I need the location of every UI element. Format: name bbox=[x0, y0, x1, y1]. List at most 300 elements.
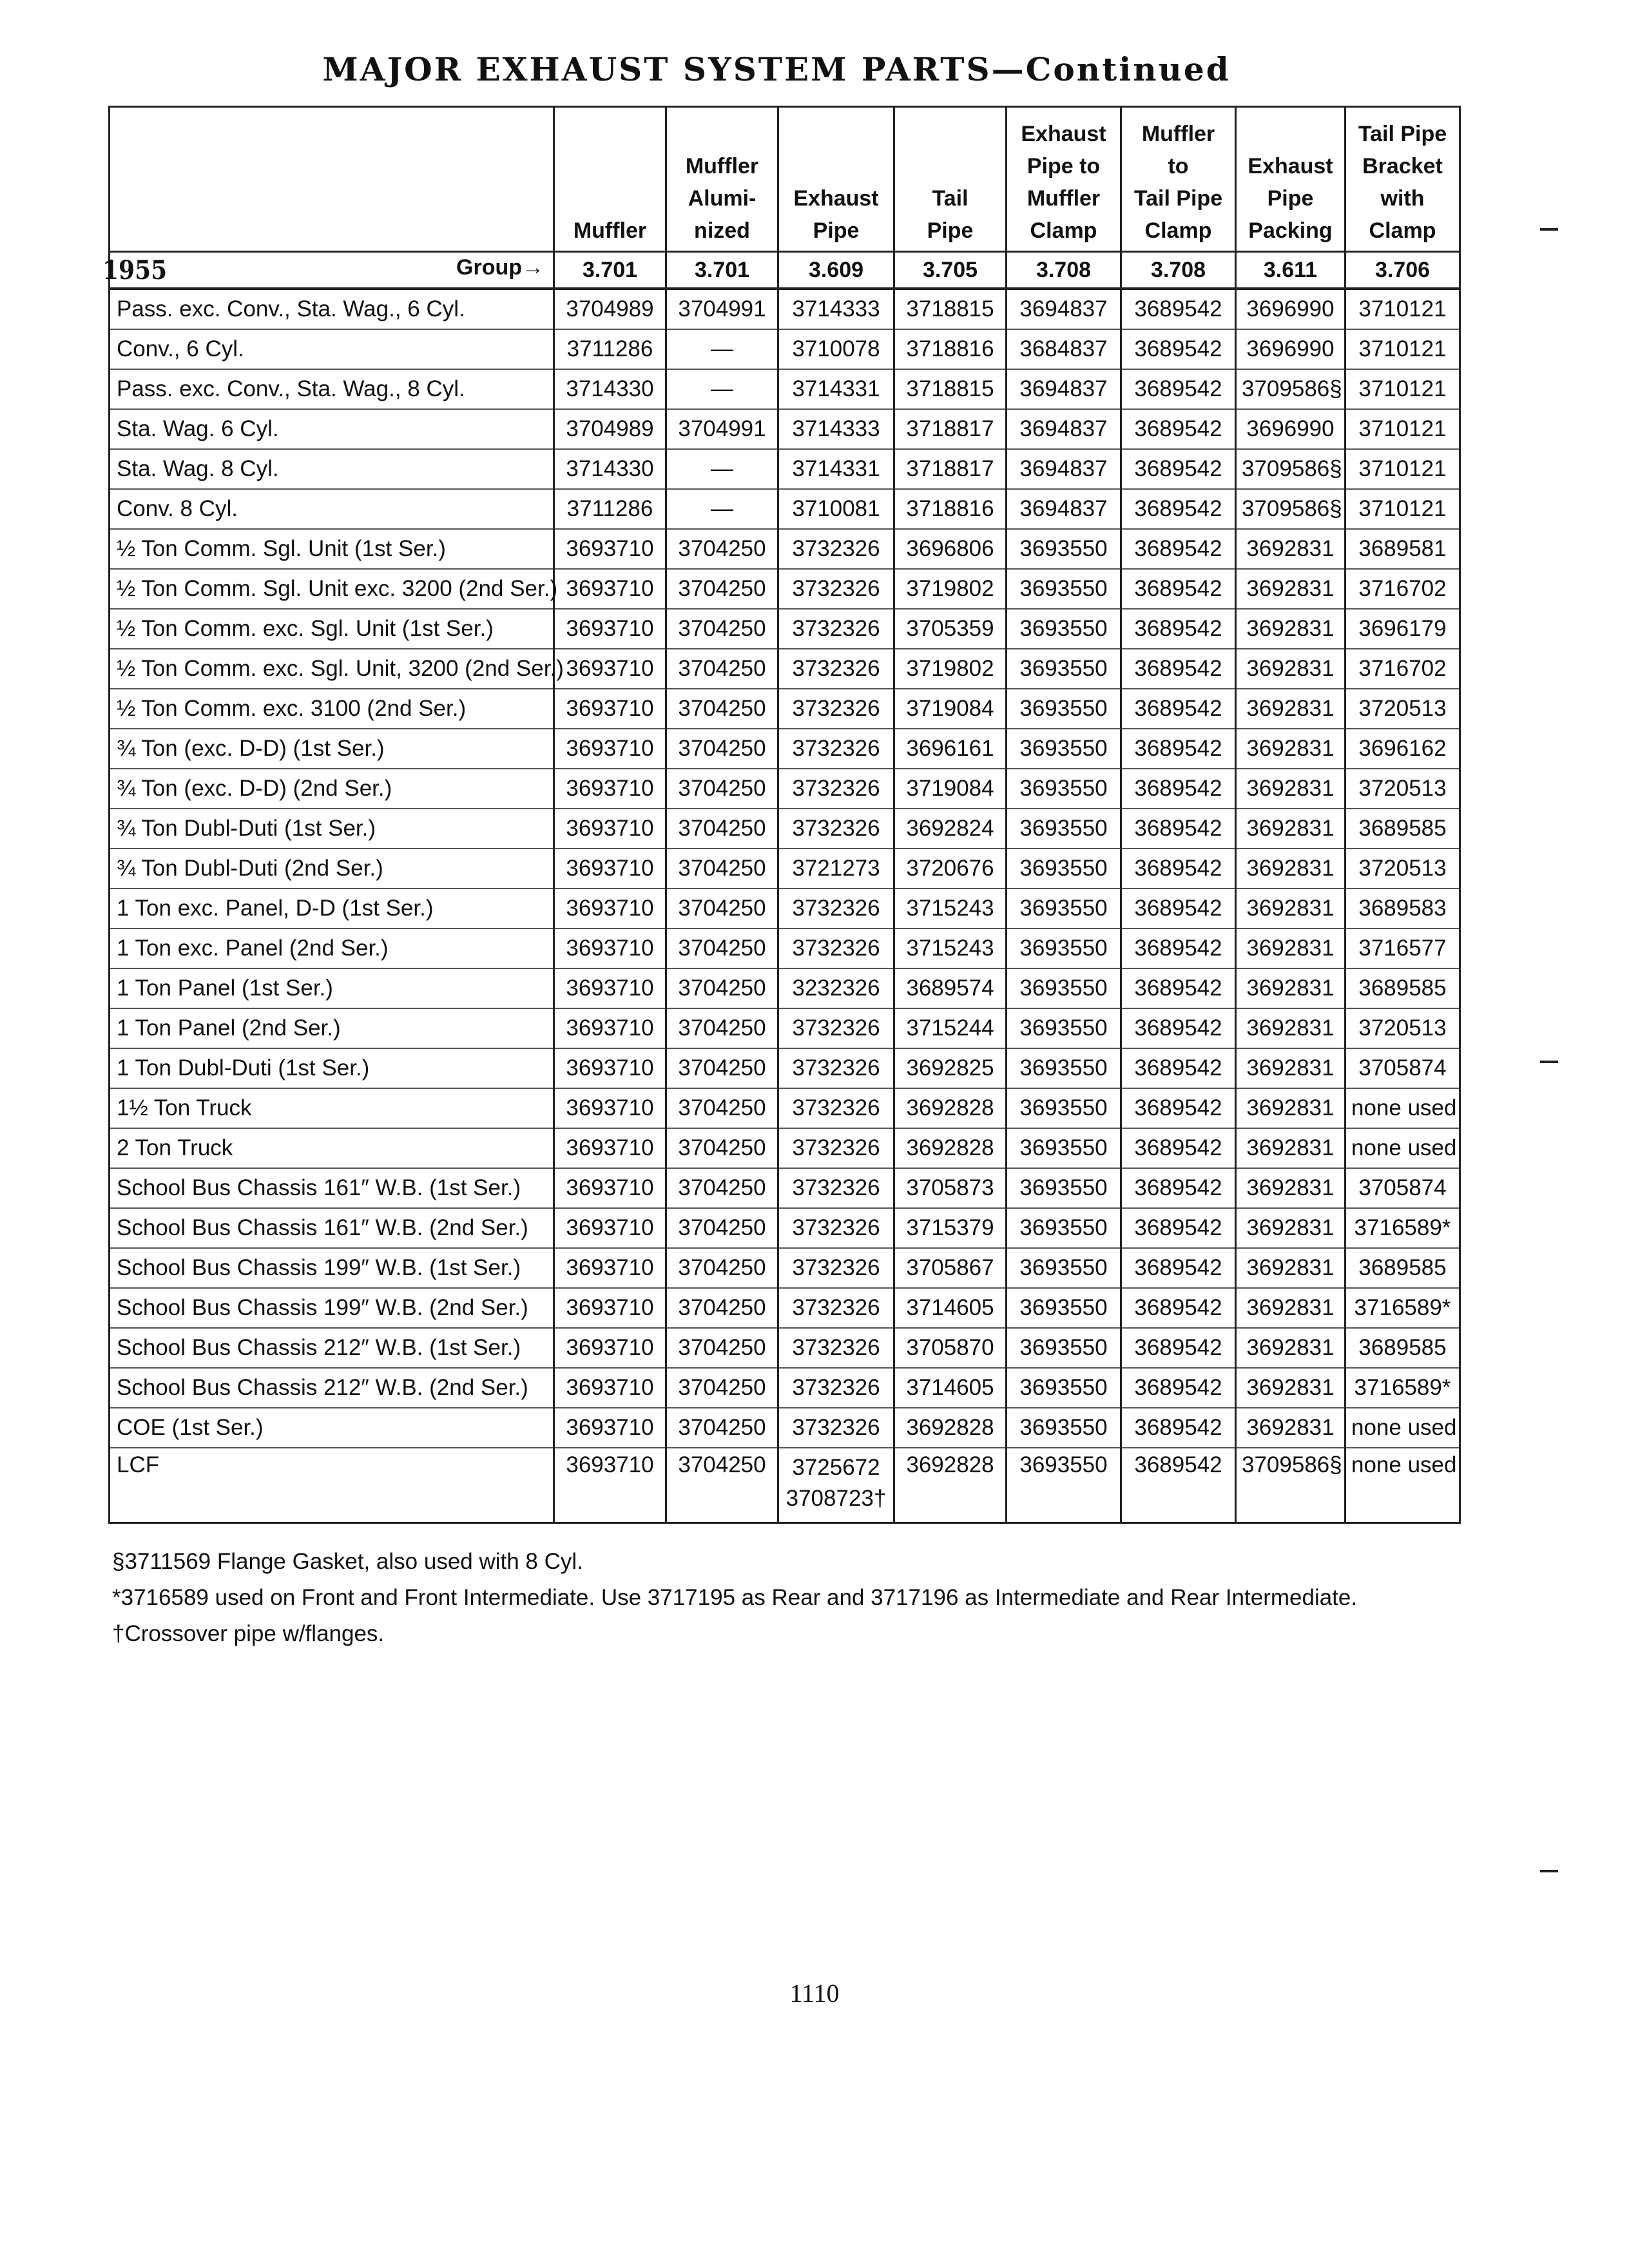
part-number-cell: 3693550 bbox=[1007, 968, 1121, 1008]
column-header-line bbox=[560, 182, 660, 215]
part-number-cell: 3689542 bbox=[1121, 729, 1236, 769]
vehicle-description: ½ Ton Comm. exc. 3100 (2nd Ser.) bbox=[110, 689, 554, 729]
part-number-cell: 3692831 bbox=[1236, 1288, 1345, 1328]
part-number-cell: 3696990 bbox=[1236, 329, 1345, 369]
page-title: MAJOR EXHAUST SYSTEM PARTS—Continued bbox=[322, 50, 1231, 88]
table-row bbox=[110, 1408, 1460, 1448]
vehicle-description: Pass. exc. Conv., Sta. Wag., 8 Cyl. bbox=[110, 369, 554, 409]
part-number-cell: 3720513 bbox=[1345, 689, 1460, 729]
group-label: Group→ bbox=[456, 255, 544, 280]
part-number-cell: 3692828 bbox=[894, 1088, 1007, 1128]
part-number-cell: 3693550 bbox=[1007, 529, 1121, 569]
column-header-line bbox=[560, 150, 660, 182]
part-number-cell: 3716589* bbox=[1345, 1288, 1460, 1328]
column-header bbox=[1345, 107, 1460, 252]
table-row bbox=[110, 928, 1460, 968]
year-cell bbox=[102, 252, 554, 289]
part-number-cell: 3704989 bbox=[554, 289, 666, 329]
part-number-cell: 3693710 bbox=[554, 1128, 666, 1168]
part-number-cell: 3705870 bbox=[894, 1328, 1007, 1368]
part-number-cell: 3692828 bbox=[894, 1448, 1007, 1523]
part-number-cell: 3693550 bbox=[1007, 1288, 1121, 1328]
column-header-line: Tail Pipe bbox=[1133, 186, 1223, 211]
column-header bbox=[110, 107, 554, 252]
part-number-cell: 3704250 bbox=[666, 1128, 778, 1168]
part-number-cell: 3693710 bbox=[554, 529, 666, 569]
group-number: 3.708 bbox=[1121, 252, 1236, 289]
part-number-cell: 3705867 bbox=[894, 1248, 1007, 1288]
part-number-cell: 3732326 bbox=[778, 1168, 894, 1208]
part-number-cell: 3692831 bbox=[1236, 809, 1345, 849]
vehicle-description: 1 Ton Panel (2nd Ser.) bbox=[110, 1008, 554, 1048]
part-number-cell: 3689542 bbox=[1121, 1328, 1236, 1368]
table-row bbox=[110, 289, 1460, 329]
part-number-cell: 3689542 bbox=[1121, 1008, 1236, 1048]
table-row bbox=[110, 968, 1460, 1008]
group-number: 3.701 bbox=[666, 252, 778, 289]
table-row bbox=[110, 1368, 1460, 1408]
vehicle-description: ¾ Ton Dubl-Duti (2nd Ser.) bbox=[110, 849, 554, 889]
column-header-line bbox=[560, 118, 660, 150]
part-number-cell: 3689585 bbox=[1345, 809, 1460, 849]
part-number-cell: 3732326 bbox=[778, 1088, 894, 1128]
vehicle-description: 2 Ton Truck bbox=[110, 1128, 554, 1168]
part-number: 3725672 bbox=[792, 1455, 880, 1480]
table-row bbox=[110, 1088, 1460, 1128]
part-number-cell: 3689542 bbox=[1121, 609, 1236, 649]
part-number-cell: 3692824 bbox=[894, 809, 1007, 849]
part-number-cell: 3693550 bbox=[1007, 1048, 1121, 1088]
part-number-cell: 3714331 bbox=[778, 369, 894, 409]
part-number-cell: 3689542 bbox=[1121, 489, 1236, 529]
table-row bbox=[110, 369, 1460, 409]
part-number-cell: 3704250 bbox=[666, 1088, 778, 1128]
part-number-cell: 3718815 bbox=[894, 289, 1007, 329]
part-number-cell: 3692831 bbox=[1236, 1328, 1345, 1368]
part-number-cell: 3689542 bbox=[1121, 569, 1236, 609]
part-number-cell: 3710121 bbox=[1345, 289, 1460, 329]
table-row bbox=[110, 489, 1460, 529]
margin-mark bbox=[1540, 228, 1558, 231]
part-number-cell: 3684837 bbox=[1007, 329, 1121, 369]
vehicle-description: Pass. exc. Conv., Sta. Wag., 6 Cyl. bbox=[110, 289, 554, 329]
part-number-cell: 3732326 bbox=[778, 529, 894, 569]
part-number-cell: 3689542 bbox=[1121, 1208, 1236, 1248]
vehicle-description: Conv., 6 Cyl. bbox=[110, 329, 554, 369]
part-number-cell: 3693710 bbox=[554, 1048, 666, 1088]
vehicle-description: ½ Ton Comm. Sgl. Unit exc. 3200 (2nd Ser.) bbox=[110, 569, 554, 609]
part-number-cell: 3689542 bbox=[1121, 449, 1236, 489]
table-row bbox=[110, 889, 1460, 928]
part-number-cell: 3692831 bbox=[1236, 1248, 1345, 1288]
part-number-cell: 3692831 bbox=[1236, 1008, 1345, 1048]
column-header-line: Alumi- bbox=[688, 186, 757, 211]
part-number-cell: 3704250 bbox=[666, 1288, 778, 1328]
part-number-cell: 3696161 bbox=[894, 729, 1007, 769]
part-number-cell: 3693710 bbox=[554, 1168, 666, 1208]
part-number-cell: — bbox=[666, 329, 778, 369]
part-number-cell: 3732326 bbox=[778, 769, 894, 809]
model-year: 1955 bbox=[102, 255, 168, 285]
part-number-cell: 3704250 bbox=[666, 1368, 778, 1408]
column-header bbox=[1007, 107, 1121, 252]
column-header-line: to bbox=[1168, 154, 1189, 178]
part-number-cell: 3693550 bbox=[1007, 689, 1121, 729]
column-header-line: Pipe bbox=[813, 218, 860, 243]
part-number-cell: 3704250 bbox=[666, 1408, 778, 1448]
part-number-cell: 3732326 bbox=[778, 1208, 894, 1248]
part-number: 3708723† bbox=[786, 1486, 887, 1511]
column-header bbox=[778, 107, 894, 252]
column-header-line: Pipe bbox=[1267, 186, 1314, 211]
part-number-cell: 3692828 bbox=[894, 1128, 1007, 1168]
part-number-cell: 3693550 bbox=[1007, 849, 1121, 889]
part-number-cell: 3720513 bbox=[1345, 849, 1460, 889]
part-number-cell: 3693550 bbox=[1007, 1448, 1121, 1523]
part-number-cell: 3693550 bbox=[1007, 649, 1121, 689]
table-row bbox=[110, 809, 1460, 849]
table-row bbox=[110, 1168, 1460, 1208]
table-row bbox=[110, 1448, 1460, 1523]
margin-mark bbox=[1540, 1870, 1558, 1872]
part-number-cell: 3705359 bbox=[894, 609, 1007, 649]
part-number-cell: 3689585 bbox=[1345, 1328, 1460, 1368]
part-number-cell: 3732326 bbox=[778, 649, 894, 689]
part-number-cell: 3732326 bbox=[778, 1248, 894, 1288]
column-header-line: Clamp bbox=[1144, 218, 1212, 243]
part-number-cell: 3689542 bbox=[1121, 1248, 1236, 1288]
table-row bbox=[110, 1288, 1460, 1328]
table-row bbox=[110, 849, 1460, 889]
part-number-cell: 3704250 bbox=[666, 889, 778, 928]
part-number-cell: 3732326 bbox=[778, 889, 894, 928]
part-number-cell: 3705874 bbox=[1345, 1168, 1460, 1208]
part-number-cell: 3705874 bbox=[1345, 1048, 1460, 1088]
table-row bbox=[110, 1248, 1460, 1288]
part-number-cell: 3719802 bbox=[894, 649, 1007, 689]
vehicle-description: School Bus Chassis 199″ W.B. (1st Ser.) bbox=[110, 1248, 554, 1288]
vehicle-description: ½ Ton Comm. exc. Sgl. Unit (1st Ser.) bbox=[110, 609, 554, 649]
part-number-cell: 3720513 bbox=[1345, 769, 1460, 809]
part-number-cell: 3689542 bbox=[1121, 1288, 1236, 1328]
part-number-cell: 3693710 bbox=[554, 689, 666, 729]
part-number-cell: 3711286 bbox=[554, 329, 666, 369]
part-number-cell: 3716589* bbox=[1345, 1368, 1460, 1408]
part-number-cell: 3693710 bbox=[554, 569, 666, 609]
exhaust-parts-table bbox=[102, 106, 1461, 1524]
part-number-cell: 3693550 bbox=[1007, 928, 1121, 968]
part-number-cell: 3689542 bbox=[1121, 928, 1236, 968]
part-number-cell: 3692831 bbox=[1236, 1208, 1345, 1248]
part-number-cell: 3732326 bbox=[778, 1008, 894, 1048]
part-number-cell: 3689542 bbox=[1121, 809, 1236, 849]
part-number-cell: 3715243 bbox=[894, 889, 1007, 928]
part-number-cell: 3704250 bbox=[666, 609, 778, 649]
column-header-line: Exhaust bbox=[1248, 154, 1333, 178]
vehicle-description: School Bus Chassis 212″ W.B. (1st Ser.) bbox=[110, 1328, 554, 1368]
part-number-cell: none used bbox=[1345, 1408, 1460, 1448]
part-number-cell: 3692831 bbox=[1236, 689, 1345, 729]
part-number-cell: 3693550 bbox=[1007, 809, 1121, 849]
vehicle-description: School Bus Chassis 212″ W.B. (2nd Ser.) bbox=[110, 1368, 554, 1408]
part-number-cell: 3718816 bbox=[894, 329, 1007, 369]
group-number: 3.611 bbox=[1236, 252, 1345, 289]
part-number-cell: 3693550 bbox=[1007, 889, 1121, 928]
part-number-cell: 3704991 bbox=[666, 409, 778, 449]
column-header bbox=[666, 107, 778, 252]
footnote-asterisk: *3716589 used on Front and Front Intermediate. Use 3717195 as Rear and 3717196 as Intermediate and Rear Intermediate. bbox=[112, 1585, 1358, 1610]
part-number-cell: 3704250 bbox=[666, 928, 778, 968]
part-number-cell: 3692831 bbox=[1236, 729, 1345, 769]
vehicle-description: ½ Ton Comm. Sgl. Unit (1st Ser.) bbox=[110, 529, 554, 569]
part-number-cell: 3692831 bbox=[1236, 609, 1345, 649]
column-header bbox=[554, 107, 666, 252]
part-number-cell: 3704250 bbox=[666, 1328, 778, 1368]
part-number-cell: 3693710 bbox=[554, 928, 666, 968]
group-number: 3.708 bbox=[1007, 252, 1121, 289]
part-number-cell: 3689542 bbox=[1121, 1088, 1236, 1128]
part-number-cell: 3689542 bbox=[1121, 968, 1236, 1008]
part-number-cell: 3692831 bbox=[1236, 1168, 1345, 1208]
column-header-row bbox=[110, 107, 1460, 252]
part-number-cell: 3732326 bbox=[778, 809, 894, 849]
part-number-cell: 3693710 bbox=[554, 968, 666, 1008]
part-number-cell: 3689542 bbox=[1121, 689, 1236, 729]
footnote-dagger: †Crossover pipe w/flanges. bbox=[112, 1621, 385, 1646]
part-number-cell: 3689542 bbox=[1121, 769, 1236, 809]
vehicle-description: School Bus Chassis 199″ W.B. (2nd Ser.) bbox=[110, 1288, 554, 1328]
part-number-cell: 3689542 bbox=[1121, 529, 1236, 569]
part-number-cell: 3732326 bbox=[778, 1328, 894, 1368]
part-number-cell: 3704989 bbox=[554, 409, 666, 449]
part-number-cell: 3718817 bbox=[894, 449, 1007, 489]
part-number-cell: 3693710 bbox=[554, 729, 666, 769]
part-number-cell: 3694837 bbox=[1007, 449, 1121, 489]
part-number-cell: 3696179 bbox=[1345, 609, 1460, 649]
group-number: 3.701 bbox=[554, 252, 666, 289]
table-body bbox=[110, 289, 1460, 1523]
part-number-cell: 3715379 bbox=[894, 1208, 1007, 1248]
column-header-line: Exhaust bbox=[793, 186, 879, 211]
column-header bbox=[1236, 107, 1345, 252]
part-number-cell: 3714330 bbox=[554, 369, 666, 409]
table-header bbox=[102, 107, 1460, 289]
part-number-cell: 3732326 bbox=[778, 689, 894, 729]
column-header bbox=[1121, 107, 1236, 252]
part-number-cell: 3704250 bbox=[666, 968, 778, 1008]
part-number-cell: 3692831 bbox=[1236, 649, 1345, 689]
footnotes bbox=[112, 1544, 1357, 1652]
part-number-cell: 3710081 bbox=[778, 489, 894, 529]
part-number-cell: 3705873 bbox=[894, 1168, 1007, 1208]
part-number-cell: 3689585 bbox=[1345, 1248, 1460, 1288]
part-number-cell: 3732326 bbox=[778, 569, 894, 609]
part-number-cell: 3694837 bbox=[1007, 489, 1121, 529]
column-header-line: Exhaust bbox=[1021, 122, 1106, 146]
part-number-cell: 3720513 bbox=[1345, 1008, 1460, 1048]
table-row bbox=[110, 449, 1460, 489]
part-number-cell: 3716589* bbox=[1345, 1208, 1460, 1248]
part-number-cell: 3704250 bbox=[666, 1168, 778, 1208]
part-number-cell: 3710121 bbox=[1345, 369, 1460, 409]
part-number-cell: 3704250 bbox=[666, 569, 778, 609]
part-number-cell: 3689585 bbox=[1345, 968, 1460, 1008]
part-number-cell: 3693550 bbox=[1007, 1248, 1121, 1288]
part-number-cell: 3732326 bbox=[778, 609, 894, 649]
table-row bbox=[110, 609, 1460, 649]
part-number-cell: 3694837 bbox=[1007, 369, 1121, 409]
part-number-cell: 3704250 bbox=[666, 849, 778, 889]
part-number-cell: 3693550 bbox=[1007, 1328, 1121, 1368]
table-row bbox=[110, 649, 1460, 689]
column-header-line bbox=[115, 182, 548, 215]
part-number-cell: 3693550 bbox=[1007, 769, 1121, 809]
part-number-cell: 3704250 bbox=[666, 729, 778, 769]
part-number-cell: 3716577 bbox=[1345, 928, 1460, 968]
vehicle-description: LCF bbox=[110, 1448, 554, 1523]
column-header-line bbox=[784, 118, 888, 150]
part-number-cell: 3689542 bbox=[1121, 289, 1236, 329]
part-number-cell: none used bbox=[1345, 1128, 1460, 1168]
part-number-cell: 3714331 bbox=[778, 449, 894, 489]
part-number-cell: 3696806 bbox=[894, 529, 1007, 569]
part-number-cell: 3693710 bbox=[554, 769, 666, 809]
part-number-cell: 3719802 bbox=[894, 569, 1007, 609]
column-header-line: Pipe to bbox=[1027, 154, 1101, 178]
part-number-cell: 3696162 bbox=[1345, 729, 1460, 769]
part-number-cell: 3704250 bbox=[666, 1208, 778, 1248]
table-row bbox=[110, 1208, 1460, 1248]
vehicle-description: 1½ Ton Truck bbox=[110, 1088, 554, 1128]
part-number-cell: 3732326 bbox=[778, 928, 894, 968]
part-number-cell: 3689574 bbox=[894, 968, 1007, 1008]
table-row bbox=[110, 569, 1460, 609]
table-row bbox=[110, 729, 1460, 769]
vehicle-description: 1 Ton exc. Panel, D-D (1st Ser.) bbox=[110, 889, 554, 928]
part-number-cell: 3704250 bbox=[666, 809, 778, 849]
vehicle-description: School Bus Chassis 161″ W.B. (2nd Ser.) bbox=[110, 1208, 554, 1248]
part-number-cell: 3693710 bbox=[554, 809, 666, 849]
vehicle-description: 1 Ton Dubl-Duti (1st Ser.) bbox=[110, 1048, 554, 1088]
part-number-cell: 3693550 bbox=[1007, 1208, 1121, 1248]
part-number-cell: 3704250 bbox=[666, 1248, 778, 1288]
part-number-cell: 3693710 bbox=[554, 1208, 666, 1248]
column-header-line bbox=[784, 150, 888, 182]
part-number-cell: 3693710 bbox=[554, 1288, 666, 1328]
table-row bbox=[110, 769, 1460, 809]
part-number-cell: 3692831 bbox=[1236, 769, 1345, 809]
column-header-line: with bbox=[1380, 186, 1425, 211]
part-number-cell: 3694837 bbox=[1007, 289, 1121, 329]
part-number-cell: 3689542 bbox=[1121, 1128, 1236, 1168]
part-number-cell: 3732326 bbox=[778, 1048, 894, 1088]
part-number-cell: 3715243 bbox=[894, 928, 1007, 968]
column-header-line: nized bbox=[694, 218, 750, 243]
part-number-cell: 3693710 bbox=[554, 849, 666, 889]
footnote-section: §3711569 Flange Gasket, also used with 8 Cyl. bbox=[112, 1549, 583, 1574]
column-header-line: Muffler bbox=[1027, 186, 1101, 211]
part-number-cell: 3715244 bbox=[894, 1008, 1007, 1048]
part-number-cell: 3692831 bbox=[1236, 569, 1345, 609]
part-number-cell: 3689583 bbox=[1345, 889, 1460, 928]
part-number-cell: 3693550 bbox=[1007, 1128, 1121, 1168]
vehicle-description: Conv. 8 Cyl. bbox=[110, 489, 554, 529]
column-header-line: Bracket bbox=[1362, 154, 1443, 178]
page-number: 1110 bbox=[789, 1979, 840, 2008]
column-header-line: Muffler bbox=[1141, 122, 1215, 146]
part-number-cell: 3709586§ bbox=[1236, 489, 1345, 529]
part-number-cell: 3718815 bbox=[894, 369, 1007, 409]
column-header-line bbox=[900, 118, 1000, 150]
part-number-cell: 3689542 bbox=[1121, 369, 1236, 409]
vehicle-description: Sta. Wag. 8 Cyl. bbox=[110, 449, 554, 489]
table-row bbox=[110, 329, 1460, 369]
part-number-cell: 3714605 bbox=[894, 1368, 1007, 1408]
part-number-cell: 3710121 bbox=[1345, 489, 1460, 529]
vehicle-description: ¾ Ton Dubl-Duti (1st Ser.) bbox=[110, 809, 554, 849]
part-number-cell: 3714333 bbox=[778, 409, 894, 449]
vehicle-description: School Bus Chassis 161″ W.B. (1st Ser.) bbox=[110, 1168, 554, 1208]
part-number-cell: 3692831 bbox=[1236, 1368, 1345, 1408]
group-number-row bbox=[110, 252, 1460, 289]
table-row bbox=[110, 1328, 1460, 1368]
part-number-cell: 3232326 bbox=[778, 968, 894, 1008]
column-header-line: Muffler bbox=[573, 218, 647, 243]
part-number-cell: 3732326 bbox=[778, 1288, 894, 1328]
part-number-cell: none used bbox=[1345, 1448, 1460, 1523]
part-number-cell: 3714333 bbox=[778, 289, 894, 329]
part-number-cell: 3710121 bbox=[1345, 329, 1460, 369]
part-number-cell: — bbox=[666, 369, 778, 409]
part-number-cell: 3693550 bbox=[1007, 729, 1121, 769]
column-header-line: Tail bbox=[932, 186, 969, 211]
part-number-cell: none used bbox=[1345, 1088, 1460, 1128]
part-number-cell: 3693550 bbox=[1007, 569, 1121, 609]
column-header-line: Tail Pipe bbox=[1358, 122, 1447, 146]
column-header-line: Packing bbox=[1248, 218, 1333, 243]
group-number: 3.706 bbox=[1345, 252, 1460, 289]
table-row bbox=[110, 409, 1460, 449]
part-number-cell: 3709586§ bbox=[1236, 369, 1345, 409]
part-number-cell: 3689542 bbox=[1121, 1168, 1236, 1208]
column-header-line bbox=[672, 118, 772, 150]
part-number-cell: 3709586§ bbox=[1236, 449, 1345, 489]
vehicle-description: ½ Ton Comm. exc. Sgl. Unit, 3200 (2nd Ser.) bbox=[110, 649, 554, 689]
part-number-cell: 3704250 bbox=[666, 1448, 778, 1523]
part-number-cell: 3693550 bbox=[1007, 1408, 1121, 1448]
part-number-cell: 3692825 bbox=[894, 1048, 1007, 1088]
column-header bbox=[894, 107, 1007, 252]
part-number-cell: 3693550 bbox=[1007, 1168, 1121, 1208]
part-number-cell: 3693710 bbox=[554, 649, 666, 689]
part-number-cell: 3689542 bbox=[1121, 849, 1236, 889]
part-number-cell: 3692831 bbox=[1236, 889, 1345, 928]
part-number-cell: 3711286 bbox=[554, 489, 666, 529]
part-number-cell: 3719084 bbox=[894, 689, 1007, 729]
group-number: 3.609 bbox=[778, 252, 894, 289]
part-number-cell: 3693710 bbox=[554, 1328, 666, 1368]
part-number-cell: 3693550 bbox=[1007, 609, 1121, 649]
part-number-cell: 3692831 bbox=[1236, 849, 1345, 889]
part-number-cell: 3689581 bbox=[1345, 529, 1460, 569]
part-number-cell: 3704250 bbox=[666, 769, 778, 809]
part-number-cell: 3692831 bbox=[1236, 529, 1345, 569]
part-number-cell: 3693710 bbox=[554, 1088, 666, 1128]
part-number-cell: 3692831 bbox=[1236, 1408, 1345, 1448]
part-number-cell: 3692831 bbox=[1236, 1128, 1345, 1168]
part-number-cell: 3693710 bbox=[554, 1368, 666, 1408]
vehicle-description: 1 Ton exc. Panel (2nd Ser.) bbox=[110, 928, 554, 968]
